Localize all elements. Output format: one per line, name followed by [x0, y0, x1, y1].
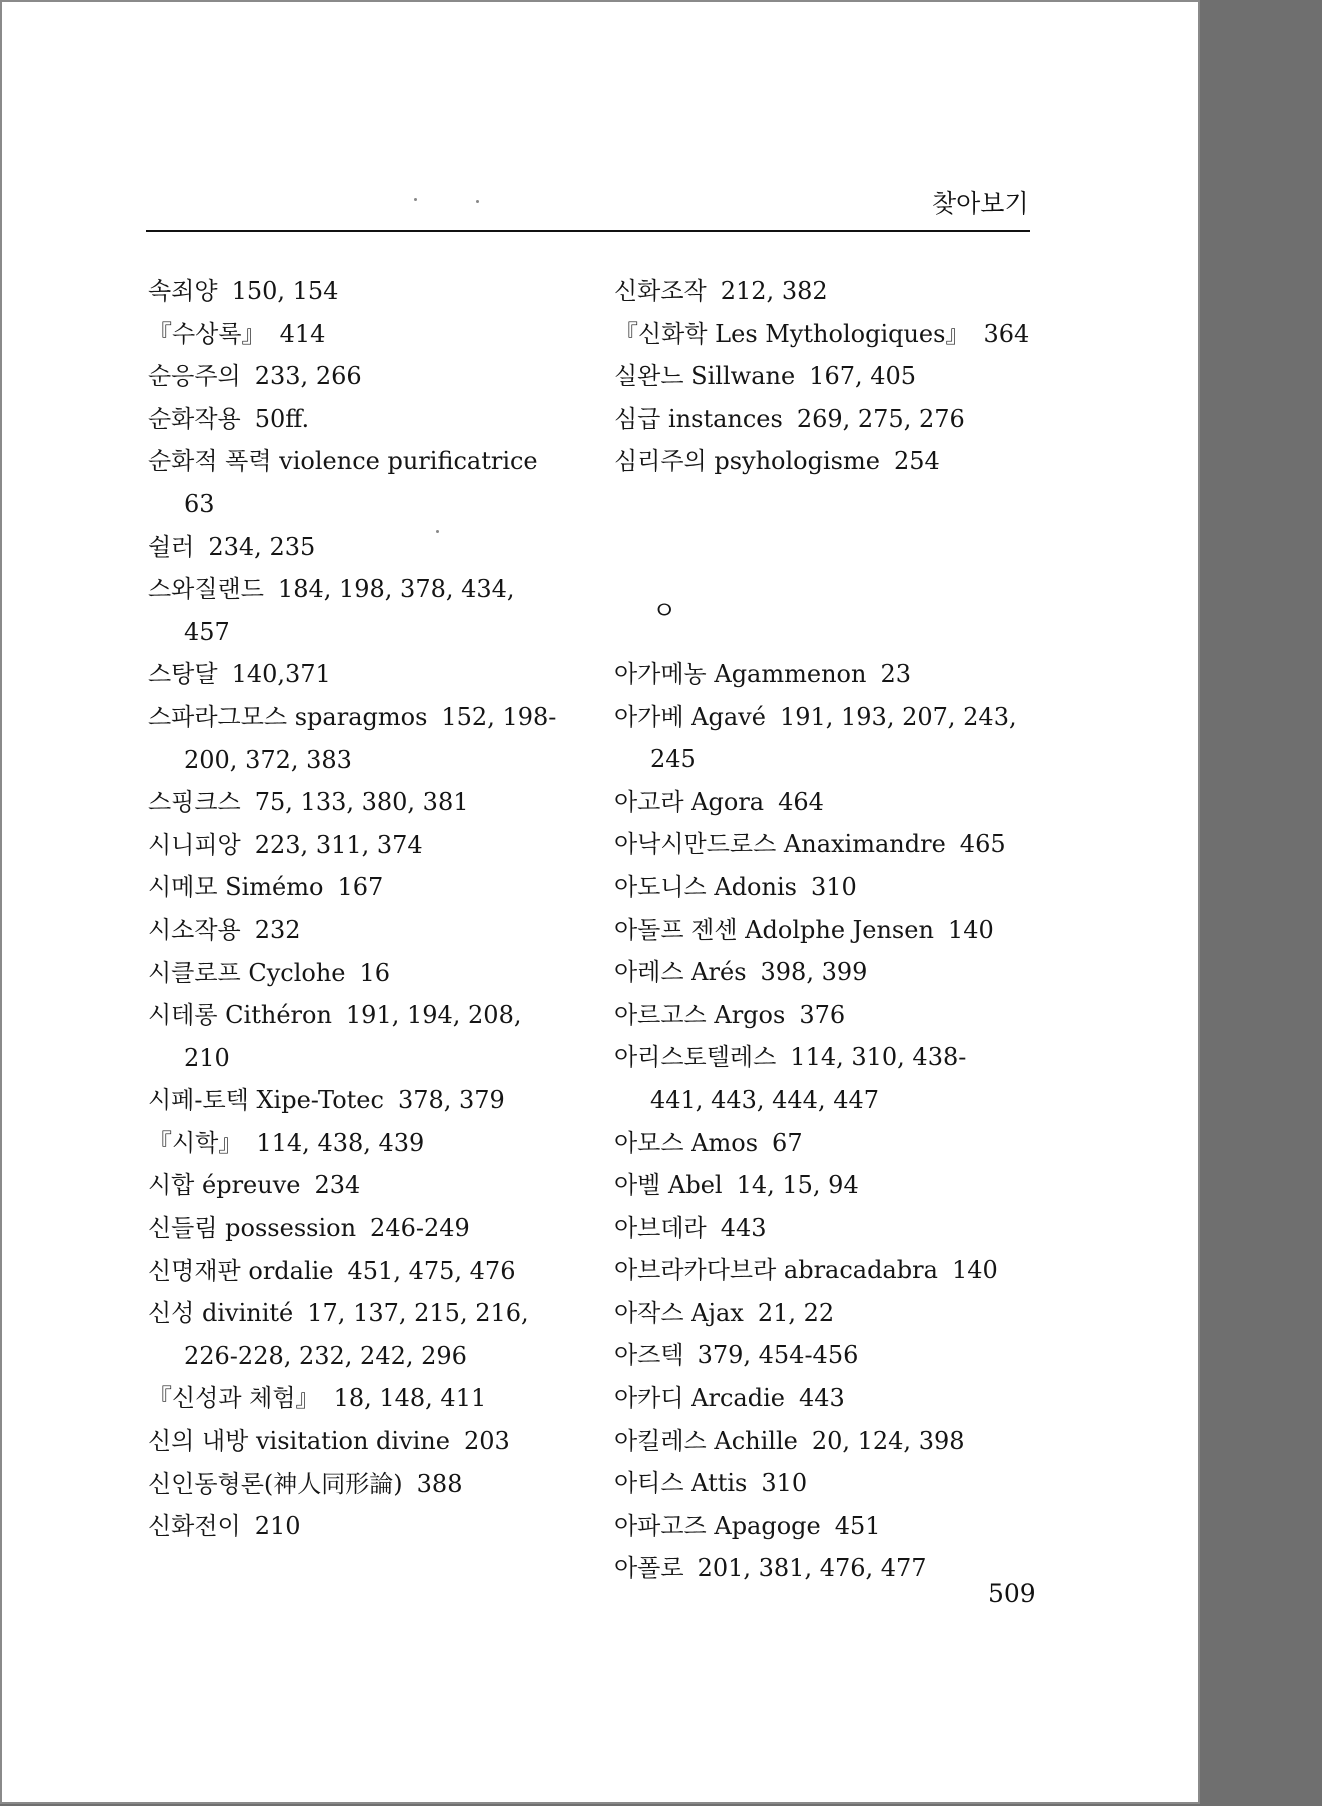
- index-entry: [614, 994, 1074, 1037]
- index-entry: [614, 355, 1074, 398]
- index-entry-continuation: [148, 1335, 608, 1378]
- index-page-refs: 150, 154: [231, 277, 339, 305]
- running-header: 찾아보기: [932, 189, 1029, 218]
- index-page-refs: 457: [184, 617, 230, 646]
- index-term: 신인동형론(神人同形論): [148, 1469, 403, 1498]
- index-term: 시클로프 Cyclohe: [148, 958, 346, 987]
- index-entry: [148, 866, 608, 909]
- index-entry: [614, 1292, 1074, 1335]
- index-page-refs: 14, 15, 94: [736, 1171, 859, 1200]
- index-entry: [148, 781, 608, 824]
- index-term: 시니피앙: [148, 830, 241, 859]
- index-page-refs: 451: [834, 1511, 881, 1540]
- index-page-refs: 364: [983, 319, 1030, 348]
- index-column-right: [614, 270, 1074, 1590]
- index-page-refs: 167: [337, 873, 384, 902]
- index-entry: [148, 653, 608, 696]
- index-entry: [614, 313, 1074, 356]
- index-entry: [148, 1377, 608, 1420]
- index-page-refs: 191, 193, 207, 243,: [779, 702, 1017, 731]
- index-term: 순화적 폭력 violence purificatrice: [148, 447, 538, 476]
- index-entry: [148, 1122, 608, 1165]
- index-entry-continuation: [148, 611, 608, 654]
- index-entry: [148, 270, 608, 313]
- index-column-left: [148, 270, 608, 1548]
- index-term: 아킬레스 Achille: [614, 1426, 798, 1455]
- index-term: 신의 내방 visitation divine: [148, 1427, 450, 1456]
- index-entry-continuation: [148, 739, 608, 782]
- index-term: 아브데라: [614, 1213, 707, 1242]
- index-entry: [614, 270, 1074, 313]
- index-term: 아르고스 Argos: [614, 1000, 786, 1029]
- index-page-refs: 398, 399: [760, 958, 868, 987]
- index-entry: [148, 1250, 608, 1293]
- index-term: 심리주의 psyhologisme: [614, 447, 880, 476]
- index-page-refs: 414: [279, 319, 326, 348]
- index-page-refs: 246-249: [370, 1214, 470, 1243]
- index-page-refs: 140: [951, 1256, 998, 1285]
- index-entry: [614, 653, 1074, 696]
- index-entry: [148, 952, 608, 995]
- index-page-refs: 378, 379: [397, 1086, 505, 1115]
- index-page-refs: 201, 381, 476, 477: [697, 1554, 927, 1583]
- index-term: 신성 divinité: [148, 1299, 294, 1328]
- index-term: 아낙시만드로스 Anaximandre: [614, 830, 946, 859]
- index-term: 쉴러: [148, 532, 195, 561]
- index-page-refs: 203: [463, 1427, 510, 1456]
- index-term: 아리스토텔레스: [614, 1043, 777, 1072]
- index-page-refs: 50ff.: [254, 404, 310, 433]
- index-entry: [148, 568, 608, 611]
- index-term: 시테롱 Cithéron: [148, 1001, 332, 1030]
- index-term: 아카디 Arcadie: [614, 1384, 785, 1413]
- index-page-refs: 200, 372, 383: [184, 745, 352, 774]
- index-entry: [614, 1377, 1074, 1420]
- index-page-refs: 23: [880, 659, 911, 688]
- index-entry: [614, 823, 1074, 866]
- index-page-refs: 20, 124, 398: [811, 1426, 965, 1455]
- index-page-refs: 310: [810, 872, 857, 901]
- index-entry: [614, 696, 1074, 739]
- index-term: 순응주의: [148, 362, 241, 391]
- index-entry: [148, 1420, 608, 1463]
- index-entry: [614, 1036, 1074, 1079]
- index-term: 시소작용: [148, 915, 241, 944]
- page-number: 509: [988, 1579, 1036, 1608]
- index-term: 스파라그모스 sparagmos: [148, 702, 428, 731]
- index-term: 아레스 Arés: [614, 958, 747, 987]
- index-page-refs: 465: [959, 830, 1006, 859]
- index-entry: [614, 1420, 1074, 1463]
- index-page-refs: 232: [254, 915, 301, 944]
- index-term: 시합 épreuve: [148, 1171, 301, 1200]
- index-entry: [148, 398, 608, 441]
- index-term: 아폴로: [614, 1554, 684, 1583]
- index-entry: [148, 313, 608, 356]
- index-entry: [614, 1207, 1074, 1250]
- index-term: 신화조작: [614, 277, 707, 305]
- scan-speck: [476, 200, 479, 203]
- header-rule: [146, 230, 1030, 232]
- index-term: 『신성과 체험』: [148, 1384, 320, 1413]
- index-entry: [614, 951, 1074, 994]
- index-term: 순화작용: [148, 404, 241, 433]
- index-group-top: [614, 270, 1074, 483]
- index-entry: [148, 1505, 608, 1548]
- index-page-refs: 21, 22: [757, 1298, 835, 1327]
- index-entry: [148, 526, 608, 569]
- index-entry: [148, 355, 608, 398]
- index-term: 심급 instances: [614, 404, 783, 433]
- index-page-refs: 63: [184, 489, 215, 518]
- index-term: 아티스 Attis: [614, 1469, 748, 1498]
- index-entry: [148, 824, 608, 867]
- index-page-refs: 254: [893, 447, 940, 476]
- index-term: 아즈텍: [614, 1341, 684, 1370]
- index-term: 아벨 Abel: [614, 1171, 723, 1200]
- index-page-refs: 140: [947, 915, 994, 944]
- index-term: 신명재판 ordalie: [148, 1256, 334, 1285]
- index-page-refs: 269, 275, 276: [796, 404, 965, 433]
- index-term: 아파고즈 Apagoge: [614, 1511, 821, 1540]
- index-page-refs: 388: [416, 1469, 463, 1498]
- index-entry: [148, 1079, 608, 1122]
- index-entry: [148, 1463, 608, 1506]
- index-entry: [614, 781, 1074, 824]
- index-page-refs: 443: [798, 1384, 845, 1413]
- index-entry: [148, 994, 608, 1037]
- index-page-refs: 376: [799, 1000, 846, 1029]
- index-term: 스핑크스: [148, 788, 241, 817]
- index-term: 시페-토텍 Xipe-Totec: [148, 1086, 384, 1115]
- index-term: 아브라카다브라 abracadabra: [614, 1256, 938, 1285]
- index-term: 실완느 Sillwane: [614, 362, 796, 391]
- index-entry: [614, 440, 1074, 483]
- index-term: 시메모 Simémo: [148, 873, 324, 902]
- index-entry: [614, 1505, 1074, 1548]
- index-page-refs: 67: [772, 1128, 803, 1157]
- index-group-bottom: [614, 653, 1074, 1590]
- index-page-refs: 191, 194, 208,: [345, 1001, 522, 1030]
- index-page-refs: 223, 311, 374: [254, 830, 423, 859]
- index-term: 신들림 possession: [148, 1214, 357, 1243]
- index-term: 스탕달: [148, 660, 218, 689]
- section-letter-heading: ㅇ: [652, 595, 677, 625]
- index-page-refs: 451, 475, 476: [347, 1256, 516, 1285]
- index-page-refs: 226-228, 232, 242, 296: [184, 1341, 467, 1370]
- index-term: 아돌프 젠센 Adolphe Jensen: [614, 915, 934, 944]
- section-gap: [614, 483, 1074, 568]
- index-entry: [148, 696, 608, 739]
- index-term: 『수상록』: [148, 319, 266, 348]
- index-entry: [148, 1207, 608, 1250]
- index-page-refs: 245: [650, 745, 696, 774]
- index-entry: [148, 909, 608, 952]
- index-entry: [614, 1122, 1074, 1165]
- index-term: 아도니스 Adonis: [614, 872, 797, 901]
- index-term: 아모스 Amos: [614, 1128, 759, 1157]
- scan-speck: [436, 530, 439, 533]
- index-page-refs: 114, 310, 438-: [790, 1043, 967, 1072]
- index-page-refs: 379, 454-456: [697, 1341, 859, 1370]
- index-page-refs: 443: [720, 1213, 767, 1242]
- index-page-refs: 167, 405: [809, 362, 917, 391]
- index-entry: [148, 440, 608, 483]
- index-page-refs: 233, 266: [254, 362, 362, 391]
- index-page-refs: 234, 235: [208, 532, 316, 561]
- index-entry: [614, 1334, 1074, 1377]
- index-page-refs: 75, 133, 380, 381: [254, 788, 469, 817]
- index-term: 『신화학 Les Mythologiques』: [614, 319, 970, 348]
- index-page-refs: 140,371: [231, 660, 331, 689]
- index-term: 아고라 Agora: [614, 787, 765, 816]
- index-term: 아작스 Ajax: [614, 1298, 744, 1327]
- index-entry: [148, 1292, 608, 1335]
- index-term: 속죄양: [148, 277, 218, 305]
- index-entry: [148, 1164, 608, 1207]
- index-term: 『시학』: [148, 1128, 243, 1157]
- index-page-refs: 152, 198-: [441, 702, 557, 731]
- index-page-refs: 184, 198, 378, 434,: [277, 575, 515, 604]
- index-term: 아가메농 Agammenon: [614, 659, 867, 688]
- index-entry: [614, 398, 1074, 441]
- index-page-refs: 16: [359, 958, 391, 987]
- index-page-refs: 441, 443, 444, 447: [650, 1085, 880, 1114]
- index-term: 아가베 Agavé: [614, 702, 766, 731]
- scan-speck: [414, 198, 417, 201]
- index-page-refs: 234: [314, 1171, 361, 1200]
- index-page-refs: 18, 148, 411: [333, 1384, 487, 1413]
- index-page-refs: 210: [184, 1043, 230, 1072]
- index-term: 스와질랜드: [148, 575, 264, 604]
- index-entry-continuation: [614, 1079, 1074, 1122]
- index-entry: [614, 909, 1074, 952]
- index-entry-continuation: [614, 738, 1074, 781]
- index-entry: [614, 866, 1074, 909]
- index-entry-continuation: [148, 1037, 608, 1080]
- index-term: 신화전이: [148, 1512, 241, 1541]
- index-page-refs: 210: [254, 1512, 301, 1541]
- index-entry: [614, 1462, 1074, 1505]
- index-entry: [614, 1164, 1074, 1207]
- index-page-refs: 464: [778, 787, 824, 816]
- index-entry: [614, 1249, 1074, 1292]
- index-page-refs: 212, 382: [720, 277, 828, 305]
- index-page-refs: 310: [761, 1469, 808, 1498]
- index-page-refs: 17, 137, 215, 216,: [307, 1299, 529, 1328]
- index-page-refs: 114, 438, 439: [256, 1128, 425, 1157]
- scan-background: [1200, 0, 1322, 1806]
- index-entry-continuation: [148, 483, 608, 526]
